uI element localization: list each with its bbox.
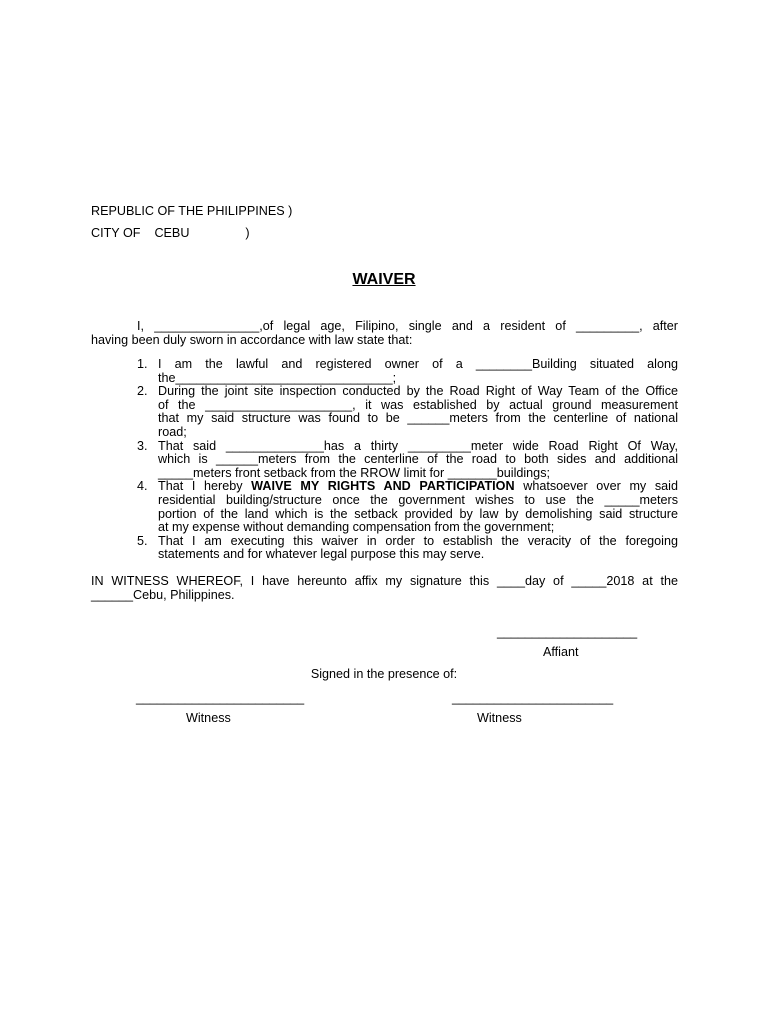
presence-label: Signed in the presence of:: [310, 667, 458, 681]
document-title: WAIVER: [352, 271, 416, 288]
witness-whereof-line-1: IN WITNESS WHEREOF, I have hereunto affix my signature this ____day of _____2018 at the: [91, 574, 678, 588]
item-number: 1.: [137, 357, 148, 371]
intro-line-1: I, _______________,of legal age, Filipino, single and a resident of _________, after: [137, 319, 678, 333]
item-line: residential building/structure once the government wishes to use the _____meters: [158, 492, 678, 507]
list-item: [91, 480, 678, 534]
list-item: [91, 535, 678, 562]
witness-whereof-paragraph: [91, 575, 678, 602]
intro-line-2: having been duly sworn in accordance with law state that:: [91, 332, 413, 347]
item-line: at my expense without demanding compensation from the government;: [158, 520, 555, 535]
intro-paragraph: [91, 320, 678, 347]
item-line: That I am executing this waiver in order to establish the veracity of the foregoing: [158, 533, 678, 548]
affiant-label: Affiant: [543, 645, 579, 659]
item-line: of the _____________________, it was established by actual ground measurement: [158, 397, 678, 412]
waive-rights-emphasis: WAIVE MY RIGHTS AND PARTICIPATION: [251, 479, 515, 494]
item-line: During the joint site inspection conducted by the Road Right of Way Team of the Office: [158, 384, 678, 399]
item-number: 5.: [137, 533, 148, 548]
item-number: 3.: [137, 438, 148, 453]
item-text: whatsoever over my said: [514, 479, 678, 494]
item-line: I am the lawful and registered owner of a ________Building situated along: [158, 357, 678, 371]
item-line: portion of the land which is the setback provided by law by demolishing said structure: [158, 506, 678, 521]
item-number: 2.: [137, 384, 148, 399]
statement-list: [91, 358, 678, 562]
item-line: That said ______________has a thirty _________meter wide Road Right Of Way,: [158, 438, 678, 453]
list-item: [91, 440, 678, 481]
item-line: that my said structure was found to be ______meters from the centerline of national: [158, 411, 678, 426]
item-line: _____meters front setback from the RROW limit for _______buildings;: [158, 465, 550, 480]
witness-1-label: Witness: [186, 711, 231, 725]
item-text: That I hereby: [158, 479, 252, 494]
witness-whereof-line-2: ______Cebu, Philippines.: [91, 587, 235, 602]
item-line: the_______________________________;: [158, 370, 397, 385]
item-line: [158, 480, 678, 494]
item-line: which is ______meters from the centerline of the road to both sides and additional: [158, 452, 678, 467]
witness-2-label: Witness: [477, 711, 522, 725]
venue-city: CITY OF CEBU ): [91, 226, 250, 240]
witness-1-signature-line: ________________________: [136, 691, 305, 705]
list-item: [91, 385, 678, 439]
item-number: 4.: [137, 479, 148, 494]
item-line: statements and for whatever legal purpose this may serve.: [158, 547, 485, 562]
venue-republic: REPUBLIC OF THE PHILIPPINES ): [91, 204, 293, 218]
affiant-signature-line: ____________________: [497, 625, 638, 639]
item-line: road;: [158, 424, 187, 439]
witness-2-signature-line: _______________________: [452, 691, 614, 705]
list-item: [91, 358, 678, 385]
